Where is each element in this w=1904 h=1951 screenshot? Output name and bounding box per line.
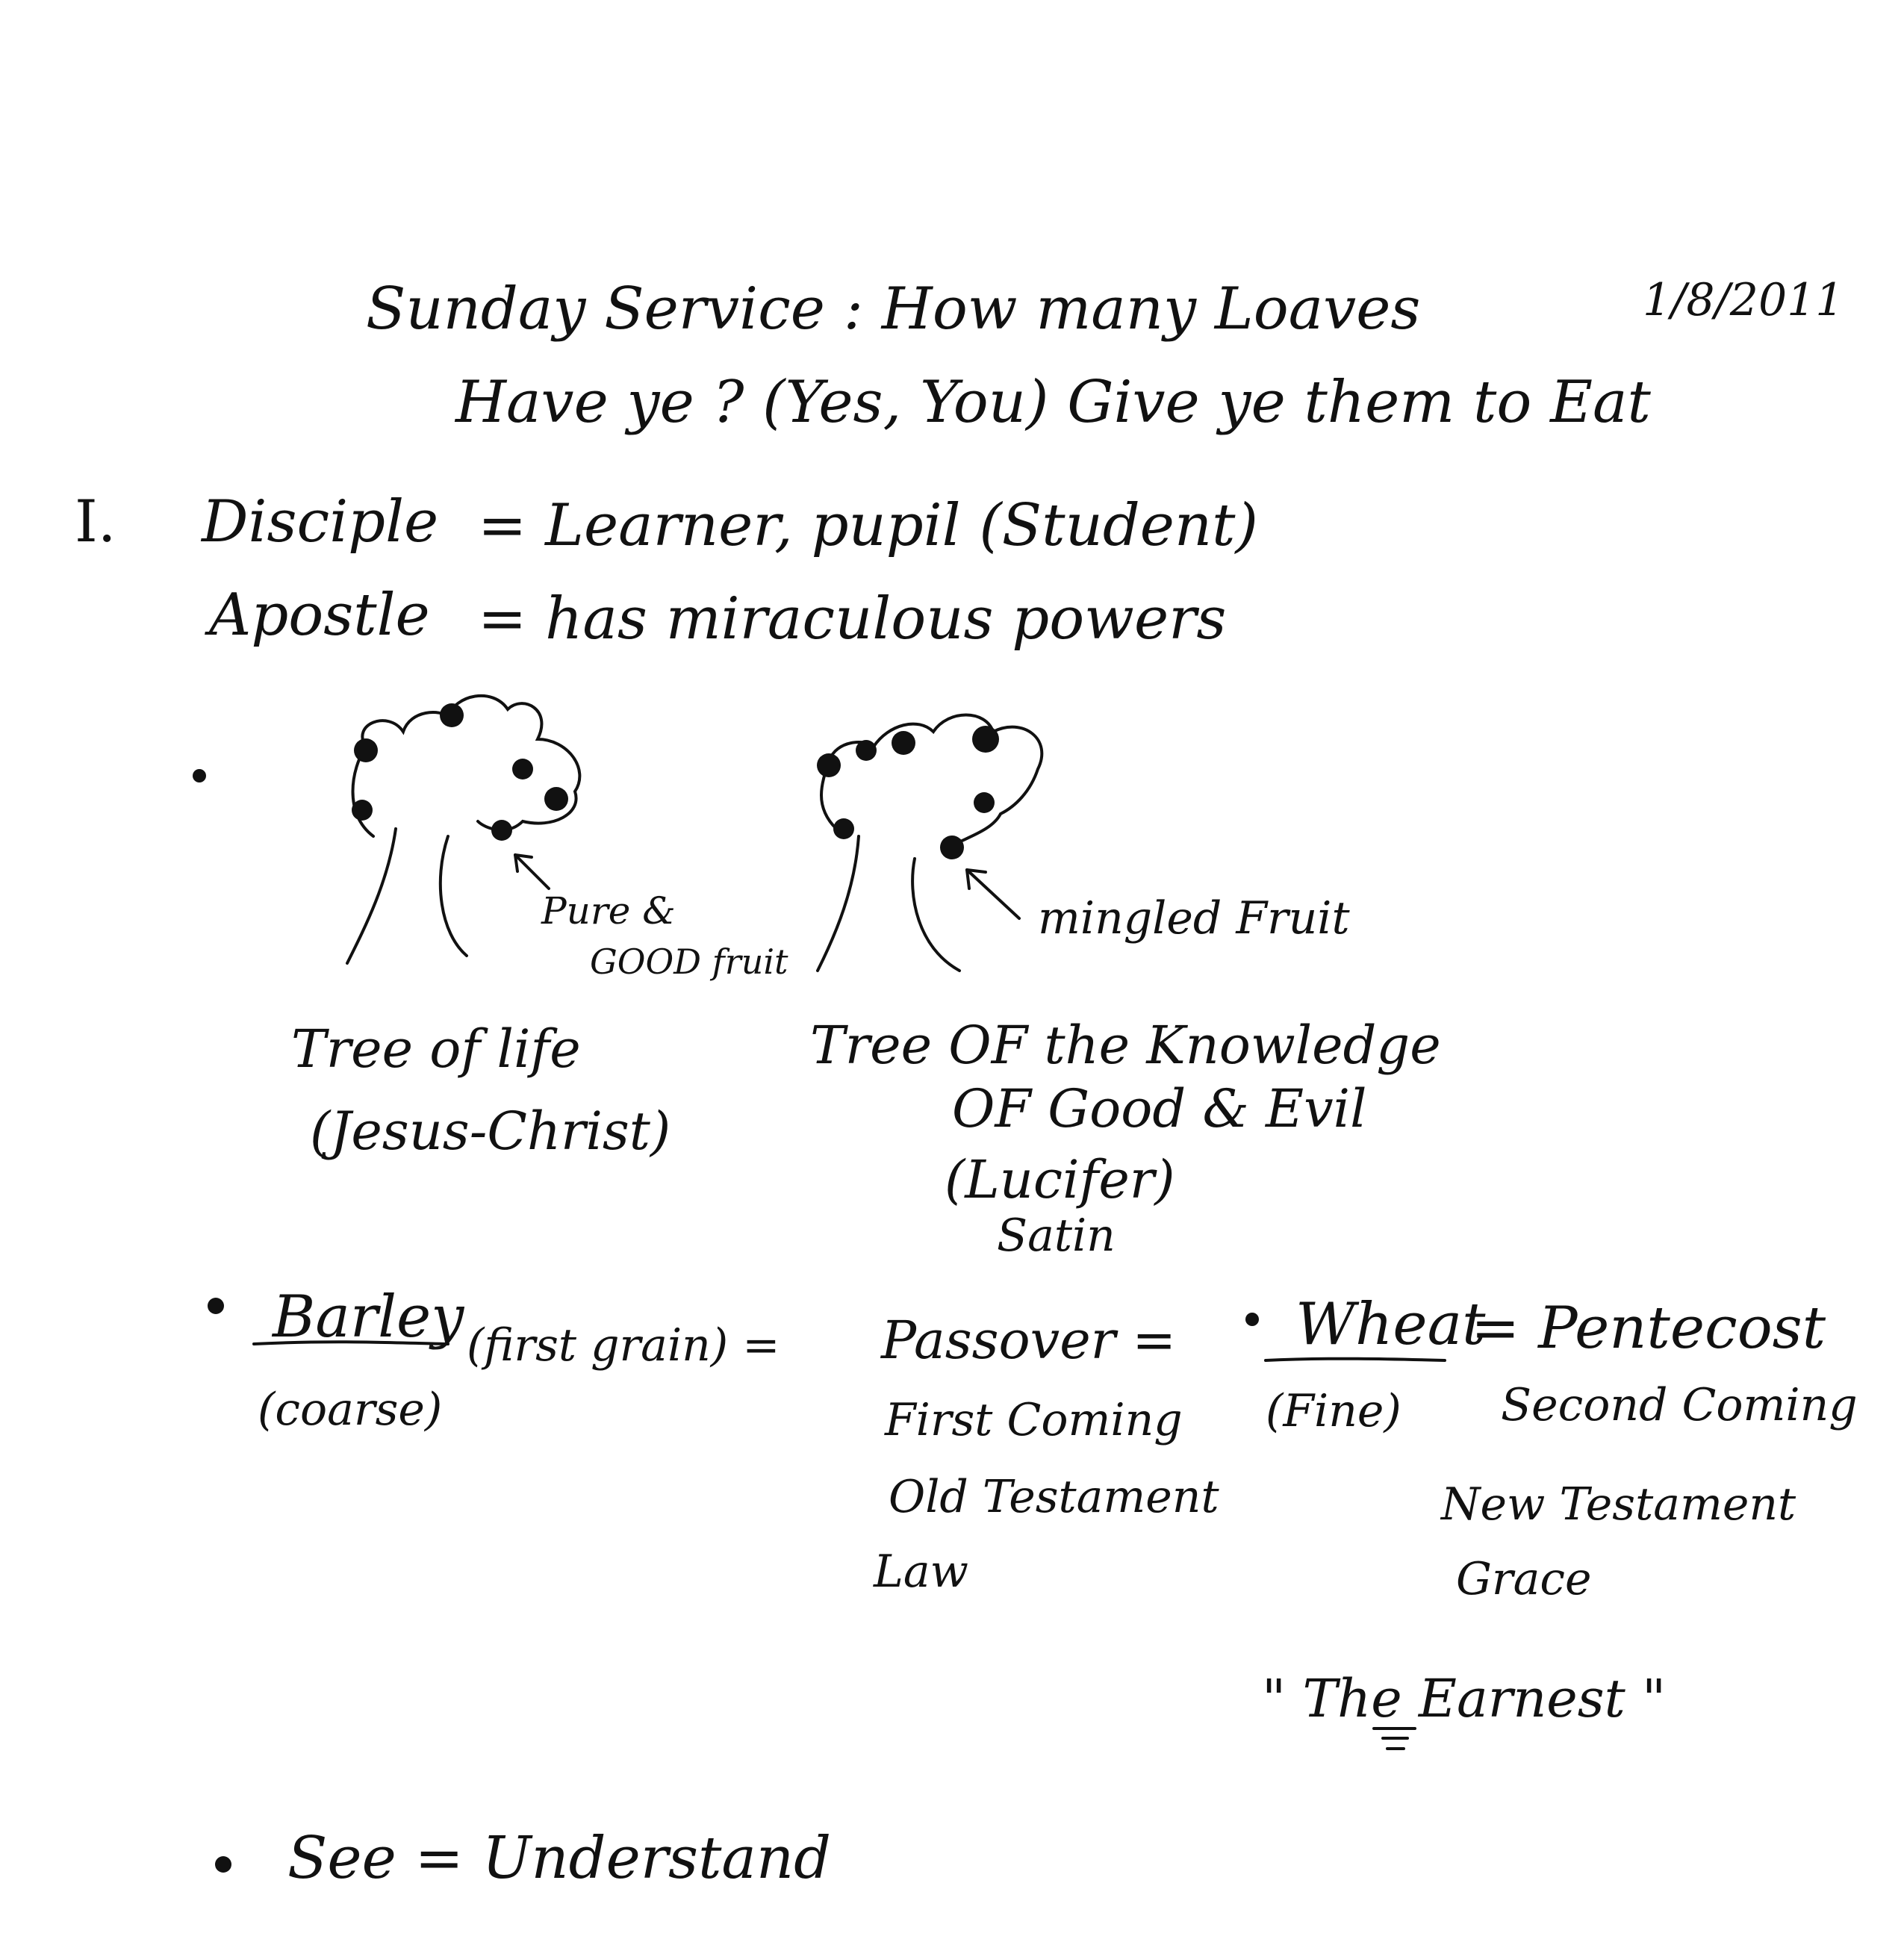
see-understand: See = Understand (287, 1825, 832, 1892)
right-tree-trunk (818, 836, 859, 971)
tree-of-knowledge-identity-1: (Lucifer) (945, 1149, 1175, 1210)
tree-of-knowledge-label-2: OF Good & Evil (952, 1078, 1367, 1139)
tree-of-life-label: Tree of life (291, 1018, 581, 1080)
right-fruit (940, 836, 964, 859)
barley-term: Barley (273, 1283, 464, 1351)
left-fruit (440, 703, 464, 727)
title-line-1: Sunday Service : How many Loaves (366, 276, 1421, 343)
tree-of-knowledge-label-1: Tree OF the Knowledge (810, 1015, 1441, 1076)
disciple-definition: = Learner, pupil (Student) (478, 492, 1258, 559)
tree-of-life-identity: (Jesus-Christ) (310, 1101, 671, 1162)
wheat-term: Wheat (1295, 1291, 1486, 1358)
left-fruit-label-2: GOOD fruit (590, 942, 788, 982)
date: 1/8/2011 (1643, 274, 1844, 326)
barley-note: (first grain) = (467, 1319, 780, 1372)
left-fruit (544, 787, 568, 811)
left-tree-trunk (441, 836, 467, 956)
right-fruit (892, 731, 915, 755)
left-arrow (515, 855, 549, 889)
wheat-underline (1266, 1359, 1445, 1360)
left-fruit (354, 738, 378, 762)
left-fruit-label-1: Pure & (541, 889, 676, 933)
right-fruit (833, 818, 854, 839)
disciple-term: Disciple (202, 488, 439, 556)
bullet-dot (1245, 1313, 1259, 1326)
earnest-underline (1374, 1728, 1415, 1749)
section-numeral: I. (75, 488, 116, 556)
wheat-equals-pentecost: = Pentecost (1471, 1295, 1826, 1362)
second-coming: Second Coming (1501, 1379, 1858, 1431)
first-coming: First Coming (885, 1394, 1183, 1446)
right-arrow (967, 870, 1019, 918)
left-tree-canopy (353, 696, 580, 836)
left-tree-trunk (347, 829, 396, 963)
right-fruit (856, 740, 877, 761)
right-fruit (817, 753, 841, 777)
new-testament: New Testament (1441, 1478, 1796, 1531)
left-fruit (512, 759, 533, 780)
bullet-dot (208, 1298, 224, 1314)
grace: Grace (1456, 1553, 1592, 1605)
right-fruit (974, 792, 995, 813)
barley-texture: (coarse) (258, 1384, 443, 1436)
tree-of-knowledge-identity-2: Satin (997, 1210, 1116, 1262)
right-tree-trunk (912, 859, 959, 971)
apostle-term: Apostle (209, 582, 430, 649)
apostle-definition: = has miraculous powers (478, 585, 1227, 653)
the-earnest: " The Earnest " (1262, 1668, 1667, 1729)
law: Law (874, 1546, 968, 1598)
right-fruit (972, 726, 999, 753)
right-fruit-label: mingled Fruit (1038, 892, 1350, 945)
left-fruit (352, 800, 373, 821)
passover: Passover = (881, 1310, 1177, 1371)
title-line-2: Have ye ? (Yes, You) Give ye them to Eat (455, 369, 1651, 436)
old-testament: Old Testament (889, 1471, 1219, 1523)
wheat-texture: (Fine) (1266, 1385, 1401, 1437)
left-fruit (491, 820, 512, 841)
right-tree-canopy (821, 715, 1042, 844)
bullet-dot (215, 1856, 231, 1873)
